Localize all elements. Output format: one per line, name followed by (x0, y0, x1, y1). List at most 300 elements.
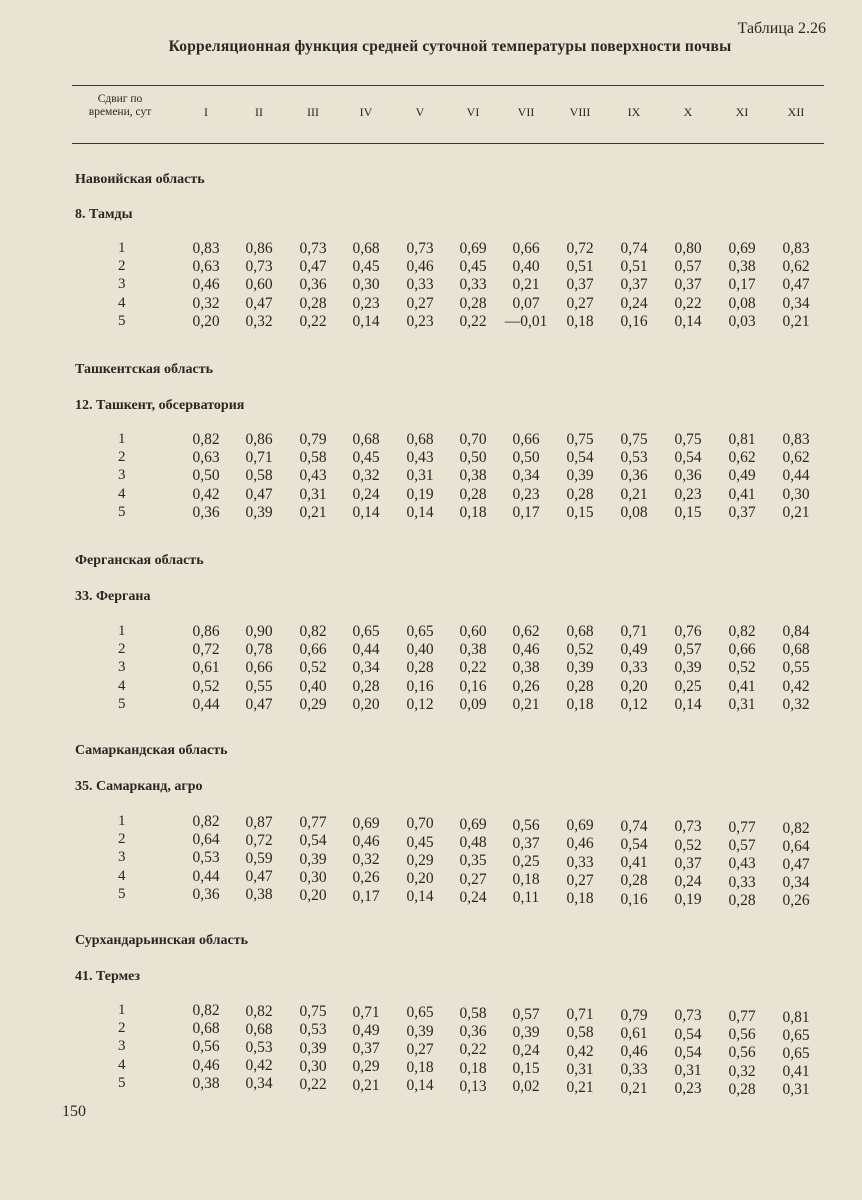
correlation-value: 0,30 (299, 868, 327, 886)
correlation-value: 0,56 (728, 1044, 756, 1062)
correlation-value: 0,68 (352, 431, 380, 448)
correlation-value: 0,73 (245, 258, 273, 276)
correlation-value: 0,51 (620, 258, 648, 276)
correlation-value: 0,34 (352, 659, 380, 677)
correlation-value: 0,42 (245, 1057, 273, 1075)
correlation-value: 0,52 (566, 641, 594, 659)
table-title: Корреляционная функция средней суточной температуры поверхности почвы (168, 38, 732, 55)
correlation-value: 0,33 (620, 659, 648, 677)
correlation-value: 0,24 (459, 888, 487, 906)
header-bottom-rule (72, 143, 824, 144)
correlation-value: 0,38 (192, 1074, 220, 1092)
correlation-value: 0,50 (459, 449, 487, 467)
correlation-value: 0,14 (406, 1077, 434, 1095)
shift-value: 1 (118, 1002, 126, 1018)
month-header: II (255, 105, 263, 119)
correlation-value: 0,31 (674, 1062, 702, 1079)
shift-value: 4 (118, 1056, 126, 1073)
correlation-value: 0,43 (299, 467, 327, 485)
correlation-value: 0,08 (620, 503, 648, 521)
shift-value: 4 (118, 294, 126, 311)
correlation-value: 0,13 (459, 1077, 487, 1095)
correlation-value: 0,39 (512, 1023, 540, 1041)
correlation-value: 0,62 (782, 258, 810, 276)
correlation-value: 0,24 (620, 294, 648, 312)
correlation-value: 0,71 (566, 1006, 594, 1024)
correlation-value: 0,45 (406, 833, 434, 851)
correlation-value: 0,48 (459, 834, 487, 852)
correlation-value: 0,73 (674, 1007, 702, 1025)
correlation-value: 0,66 (512, 240, 540, 257)
correlation-value: 0,63 (192, 258, 220, 276)
correlation-value: 0,37 (728, 503, 756, 521)
correlation-value: 0,36 (620, 467, 648, 485)
correlation-value: 0,30 (782, 485, 810, 503)
correlation-value: 0,33 (728, 873, 756, 891)
correlation-value: 0,15 (512, 1060, 540, 1078)
correlation-value: 0,69 (728, 240, 756, 257)
month-header: VII (517, 105, 535, 119)
correlation-value: 0,42 (192, 485, 220, 503)
correlation-value: 0,27 (406, 294, 434, 312)
correlation-value: 0,30 (299, 1057, 327, 1075)
correlation-value: 0,60 (459, 623, 487, 640)
correlation-value: 0,18 (566, 695, 594, 713)
correlation-value: 0,46 (352, 833, 380, 850)
correlation-value: 0,74 (620, 817, 648, 835)
correlation-value: 0,21 (512, 695, 540, 713)
correlation-value: 0,54 (674, 449, 702, 467)
correlation-value: 0,58 (459, 1005, 487, 1022)
correlation-value: 0,87 (245, 813, 273, 831)
correlation-value: 0,50 (192, 467, 220, 485)
correlation-value: 0,18 (566, 890, 594, 907)
shift-value: 3 (118, 276, 126, 293)
correlation-value: 0,86 (245, 240, 273, 257)
correlation-value: 0,74 (620, 240, 648, 257)
correlation-value: 0,58 (299, 449, 327, 467)
correlation-value: 0,34 (512, 467, 540, 485)
correlation-value: 0,52 (192, 677, 220, 695)
correlation-value: 0,90 (245, 623, 273, 640)
correlation-value: 0,12 (406, 695, 434, 713)
correlation-value: 0,71 (620, 623, 648, 640)
correlation-value: —0,01 (504, 312, 548, 330)
correlation-value: 0,20 (299, 887, 327, 904)
shift-value: 2 (118, 641, 126, 658)
correlation-value: 0,12 (620, 695, 648, 713)
correlation-value: 0,35 (459, 852, 487, 870)
correlation-value: 0,58 (245, 467, 273, 485)
correlation-value: 0,20 (192, 312, 220, 330)
correlation-value: 0,16 (620, 312, 648, 330)
shift-value: 4 (118, 677, 126, 694)
month-header: VIII (569, 105, 591, 119)
correlation-value: 0,82 (192, 1002, 220, 1019)
correlation-value: 0,24 (352, 485, 380, 503)
correlation-value: 0,33 (620, 1061, 648, 1079)
correlation-value: 0,57 (674, 641, 702, 659)
correlation-value: 0,21 (512, 276, 540, 294)
correlation-value: 0,56 (728, 1026, 756, 1044)
page-number: 150 (62, 1103, 86, 1120)
correlation-value: 0,68 (352, 240, 380, 257)
shift-value: 2 (118, 258, 126, 275)
correlation-value: 0,41 (620, 854, 648, 872)
correlation-value: 0,58 (566, 1024, 594, 1042)
shift-value: 5 (118, 503, 126, 520)
month-header: I (204, 105, 208, 119)
shift-value: 2 (118, 449, 126, 466)
correlation-value: 0,38 (728, 258, 756, 276)
correlation-value: 0,38 (512, 659, 540, 677)
correlation-value: 0,52 (674, 836, 702, 854)
shift-value: 3 (118, 467, 126, 484)
correlation-value: 0,47 (245, 695, 273, 713)
shift-value: 5 (118, 312, 126, 329)
correlation-value: 0,56 (192, 1038, 220, 1056)
correlation-value: 0,47 (245, 485, 273, 503)
correlation-value: 0,79 (620, 1006, 648, 1024)
correlation-value: 0,68 (782, 641, 810, 659)
correlation-value: 0,36 (192, 503, 220, 521)
correlation-value: 0,39 (299, 1039, 327, 1057)
correlation-value: 0,36 (299, 276, 327, 294)
correlation-value: 0,37 (512, 834, 540, 852)
correlation-value: 0,07 (512, 294, 540, 312)
month-header: XI (735, 105, 749, 119)
correlation-value: 0,31 (406, 467, 434, 485)
correlation-value: 0,39 (674, 659, 702, 677)
correlation-value: 0,63 (192, 449, 220, 467)
correlation-value: 0,34 (782, 874, 810, 892)
correlation-value: 0,26 (512, 677, 540, 695)
correlation-value: 0,78 (245, 641, 273, 659)
correlation-value: 0,70 (459, 431, 487, 448)
correlation-value: 0,47 (299, 258, 327, 276)
correlation-value: 0,21 (299, 503, 327, 521)
correlation-value: 0,84 (782, 623, 810, 640)
correlation-value: 0,47 (245, 868, 273, 886)
table-label: Таблица 2.26 (737, 20, 826, 37)
header-top-rule (72, 85, 824, 86)
correlation-value: 0,32 (352, 467, 380, 485)
correlation-value: 0,39 (245, 503, 273, 521)
correlation-value: 0,14 (406, 503, 434, 521)
correlation-value: 0,23 (406, 312, 434, 330)
correlation-value: 0,70 (406, 815, 434, 833)
correlation-value: 0,86 (192, 623, 220, 640)
correlation-value: 0,34 (245, 1075, 273, 1093)
shift-value: 3 (118, 849, 126, 866)
correlation-value: 0,27 (566, 871, 594, 889)
station-heading: 8. Тамды (75, 207, 133, 222)
correlation-value: 0,68 (245, 1020, 273, 1038)
correlation-value: 0,82 (782, 819, 810, 837)
correlation-value: 0,38 (459, 467, 487, 485)
correlation-value: 0,44 (782, 467, 810, 485)
correlation-value: 0,49 (620, 641, 648, 659)
correlation-value: 0,15 (674, 503, 702, 521)
shift-value: 4 (118, 485, 126, 502)
correlation-value: 0,22 (299, 312, 327, 330)
correlation-value: 0,46 (566, 835, 594, 853)
correlation-value: 0,27 (459, 870, 487, 888)
correlation-value: 0,83 (782, 240, 810, 257)
correlation-value: 0,66 (245, 659, 273, 677)
correlation-value: 0,52 (299, 659, 327, 677)
correlation-value: 0,82 (245, 1002, 273, 1020)
correlation-value: 0,28 (728, 1080, 756, 1098)
correlation-value: 0,36 (674, 467, 702, 485)
correlation-value: 0,17 (728, 276, 756, 294)
correlation-value: 0,38 (459, 641, 487, 659)
correlation-value: 0,23 (674, 485, 702, 503)
correlation-value: 0,83 (782, 431, 810, 448)
correlation-value: 0,22 (459, 659, 487, 677)
correlation-value: 0,31 (728, 695, 756, 713)
correlation-value: 0,73 (299, 240, 327, 257)
station-heading: 35. Самарканд, агро (75, 779, 203, 794)
correlation-value: 0,22 (674, 294, 702, 312)
correlation-value: 0,72 (566, 240, 594, 257)
correlation-value: 0,54 (299, 832, 327, 850)
correlation-value: 0,69 (459, 816, 487, 833)
correlation-value: 0,53 (192, 849, 220, 867)
correlation-value: 0,23 (352, 294, 380, 312)
correlation-value: 0,39 (566, 659, 594, 677)
correlation-value: 0,11 (512, 889, 540, 907)
correlation-value: 0,16 (620, 890, 648, 908)
correlation-value: 0,21 (620, 485, 648, 503)
correlation-value: 0,44 (352, 641, 380, 659)
correlation-value: 0,37 (674, 276, 702, 294)
month-header: IX (627, 105, 641, 119)
shift-value: 2 (118, 1020, 126, 1037)
correlation-value: 0,53 (620, 449, 648, 467)
correlation-value: 0,56 (512, 816, 540, 834)
correlation-value: 0,18 (512, 871, 540, 889)
correlation-value: 0,27 (406, 1040, 434, 1058)
correlation-value: 0,16 (459, 677, 487, 695)
correlation-value: 0,28 (459, 485, 487, 503)
correlation-value: 0,33 (459, 276, 487, 294)
correlation-value: 0,57 (674, 258, 702, 276)
correlation-value: 0,37 (352, 1040, 380, 1058)
correlation-value: 0,83 (192, 240, 220, 257)
correlation-value: 0,19 (406, 485, 434, 503)
correlation-value: 0,39 (299, 850, 327, 868)
correlation-value: 0,53 (299, 1021, 327, 1039)
shift-value: 1 (118, 240, 126, 256)
correlation-value: 0,54 (674, 1025, 702, 1043)
correlation-value: 0,21 (566, 1079, 594, 1096)
correlation-value: 0,40 (299, 677, 327, 695)
region-heading: Ташкентская область (75, 362, 213, 377)
correlation-value: 0,31 (782, 1081, 810, 1099)
correlation-value: 0,82 (299, 623, 327, 640)
correlation-value: 0,14 (352, 503, 380, 521)
correlation-value: 0,82 (192, 813, 220, 830)
correlation-value: 0,45 (352, 258, 380, 276)
correlation-value: 0,53 (245, 1039, 273, 1056)
correlation-value: 0,57 (512, 1005, 540, 1023)
correlation-value: 0,47 (782, 276, 810, 294)
correlation-value: 0,28 (459, 294, 487, 312)
correlation-value: 0,41 (782, 1063, 810, 1081)
correlation-value: 0,36 (459, 1023, 487, 1041)
correlation-value: 0,32 (245, 312, 273, 330)
month-header: IV (359, 105, 373, 119)
correlation-value: 0,68 (566, 623, 594, 640)
correlation-value: 0,66 (728, 641, 756, 659)
correlation-value: 0,65 (782, 1026, 810, 1044)
correlation-value: 0,72 (192, 641, 220, 659)
correlation-value: 0,14 (352, 312, 380, 330)
correlation-value: 0,28 (406, 659, 434, 677)
correlation-value: 0,28 (566, 677, 594, 695)
correlation-value: 0,03 (728, 312, 756, 330)
correlation-value: 0,28 (566, 485, 594, 503)
correlation-value: 0,23 (674, 1080, 702, 1098)
correlation-value: 0,47 (782, 856, 810, 873)
correlation-value: 0,66 (299, 641, 327, 659)
correlation-value: 0,21 (620, 1079, 648, 1097)
correlation-value: 0,82 (728, 623, 756, 640)
correlation-value: 0,73 (406, 240, 434, 257)
correlation-value: 0,37 (566, 276, 594, 294)
correlation-value: 0,32 (728, 1062, 756, 1080)
correlation-value: 0,30 (352, 276, 380, 294)
correlation-value: 0,31 (299, 485, 327, 503)
correlation-value: 0,28 (620, 872, 648, 890)
correlation-value: 0,71 (245, 449, 273, 467)
correlation-value: 0,77 (728, 819, 756, 836)
correlation-value: 0,39 (566, 467, 594, 485)
station-heading: 33. Фергана (75, 589, 151, 604)
station-heading: 12. Ташкент, обсерватория (75, 398, 245, 413)
correlation-value: 0,57 (728, 837, 756, 855)
correlation-value: 0,65 (406, 623, 434, 640)
correlation-value: 0,28 (728, 891, 756, 909)
correlation-value: 0,77 (728, 1008, 756, 1025)
month-header: V (415, 105, 425, 119)
month-header: X (683, 105, 693, 119)
correlation-value: 0,66 (512, 431, 540, 448)
correlation-value: 0,45 (352, 449, 380, 467)
correlation-value: 0,33 (406, 276, 434, 294)
correlation-value: 0,39 (406, 1022, 434, 1040)
correlation-value: 0,50 (512, 449, 540, 467)
correlation-value: 0,45 (459, 258, 487, 276)
shift-value: 1 (118, 623, 126, 639)
correlation-value: 0,26 (352, 869, 380, 887)
correlation-value: 0,18 (566, 312, 594, 330)
correlation-value: 0,82 (192, 431, 220, 448)
correlation-value: 0,73 (674, 818, 702, 836)
correlation-value: 0,80 (674, 240, 702, 257)
correlation-value: 0,29 (406, 851, 434, 869)
correlation-value: 0,24 (512, 1042, 540, 1059)
correlation-value: 0,32 (352, 851, 380, 869)
correlation-value: 0,32 (192, 294, 220, 312)
correlation-value: 0,25 (674, 677, 702, 695)
correlation-value: 0,46 (192, 276, 220, 294)
correlation-value: 0,62 (512, 623, 540, 640)
correlation-value: 0,09 (459, 695, 487, 713)
correlation-value: 0,61 (620, 1025, 648, 1042)
correlation-value: 0,31 (566, 1060, 594, 1078)
correlation-value: 0,75 (566, 431, 594, 448)
correlation-value: 0,21 (352, 1076, 380, 1094)
correlation-value: 0,43 (406, 449, 434, 467)
correlation-value: 0,29 (352, 1058, 380, 1076)
correlation-value: 0,02 (512, 1078, 540, 1096)
month-header: VI (466, 105, 480, 119)
correlation-value: 0,46 (512, 641, 540, 659)
correlation-value: 0,79 (299, 431, 327, 448)
correlation-value: 0,55 (782, 659, 810, 677)
correlation-value: 0,72 (245, 831, 273, 849)
shift-value: 1 (118, 813, 126, 829)
correlation-value: 0,36 (192, 885, 220, 903)
correlation-value: 0,14 (674, 312, 702, 330)
region-heading: Навоийская область (75, 172, 205, 187)
correlation-value: 0,51 (566, 258, 594, 276)
correlation-value: 0,62 (782, 449, 810, 467)
correlation-value: 0,18 (406, 1059, 434, 1076)
correlation-value: 0,32 (782, 695, 810, 713)
shift-value: 4 (118, 867, 126, 884)
correlation-value: 0,20 (352, 695, 380, 713)
correlation-value: 0,16 (406, 677, 434, 695)
correlation-value: 0,68 (406, 431, 434, 448)
correlation-value: 0,38 (245, 886, 273, 904)
correlation-value: 0,33 (566, 853, 594, 871)
correlation-value: 0,15 (566, 503, 594, 521)
shift-value: 5 (118, 1074, 126, 1091)
correlation-value: 0,55 (245, 677, 273, 695)
correlation-value: 0,42 (566, 1042, 594, 1060)
correlation-value: 0,71 (352, 1003, 380, 1021)
correlation-value: 0,54 (674, 1043, 702, 1061)
correlation-value: 0,68 (192, 1020, 220, 1038)
correlation-value: 0,43 (728, 855, 756, 873)
correlation-value: 0,26 (782, 892, 810, 910)
correlation-value: 0,69 (459, 240, 487, 257)
correlation-value: 0,46 (620, 1043, 648, 1061)
correlation-value: 0,34 (782, 294, 810, 312)
correlation-value: 0,14 (406, 888, 434, 906)
correlation-value: 0,37 (620, 276, 648, 294)
correlation-value: 0,81 (782, 1008, 810, 1026)
correlation-value: 0,77 (299, 814, 327, 832)
correlation-value: 0,75 (674, 431, 702, 448)
correlation-value: 0,18 (459, 1059, 487, 1077)
correlation-value: 0,20 (406, 870, 434, 887)
correlation-value: 0,37 (674, 854, 702, 872)
correlation-value: 0,44 (192, 695, 220, 713)
correlation-value: 0,75 (620, 431, 648, 448)
correlation-value: 0,14 (674, 695, 702, 713)
correlation-value: 0,24 (674, 873, 702, 890)
correlation-value: 0,65 (352, 623, 380, 640)
shift-value: 1 (118, 431, 126, 447)
correlation-value: 0,54 (620, 836, 648, 853)
correlation-value: 0,22 (299, 1076, 327, 1093)
correlation-value: 0,18 (459, 503, 487, 521)
shift-value: 3 (118, 1038, 126, 1055)
